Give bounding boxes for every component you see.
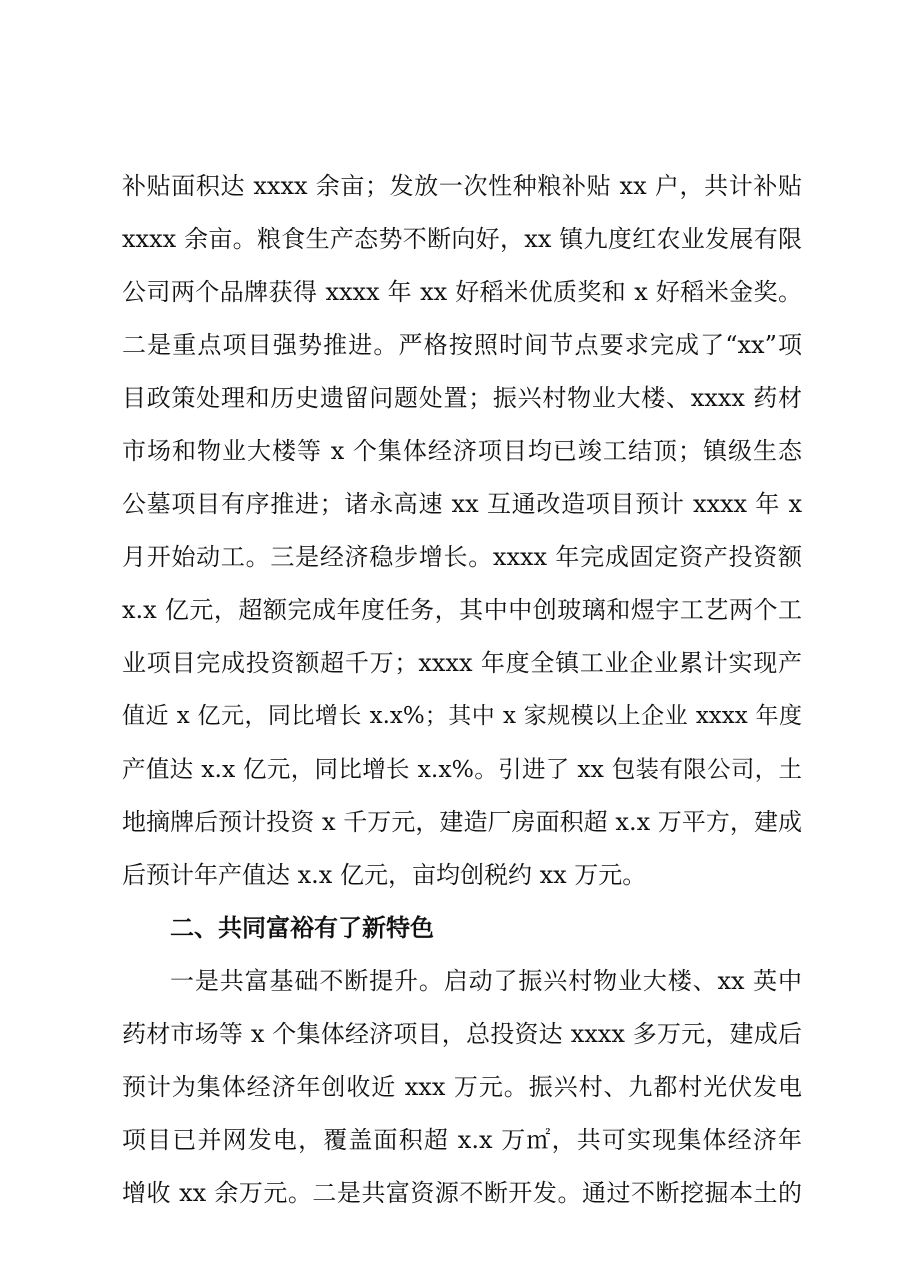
paragraph-line: x.x 亿元，超额完成年度任务，其中中创玻璃和煜宇工艺两个工: [122, 596, 802, 624]
paragraph-line: 一是共富基础不断提升。启动了振兴村物业大楼、xx 英中: [170, 967, 802, 995]
paragraph-line: 药材市场等 x 个集体经济项目，总投资达 xxxx 多万元，建成后: [122, 1020, 802, 1048]
paragraph-line: 月开始动工。三是经济稳步增长。xxxx 年完成固定资产投资额: [122, 543, 802, 571]
paragraph-line: 公墓项目有序推进；诸永高速 xx 互通改造项目预计 xxxx 年 x: [122, 490, 802, 518]
paragraph-line: 增收 xx 余万元。二是共富资源不断开发。通过不断挖掘本土的: [122, 1179, 802, 1207]
paragraph-line: 市场和物业大楼等 x 个集体经济项目均已竣工结顶；镇级生态: [122, 437, 802, 465]
paragraph-line: 目政策处理和历史遗留问题处置；振兴村物业大楼、xxxx 药材: [122, 384, 802, 412]
paragraph-line: 二是重点项目强势推进。严格按照时间节点要求完成了“xx”项: [122, 331, 802, 359]
paragraph-line: 项目已并网发电，覆盖面积超 x.x 万㎡，共可实现集体经济年: [122, 1126, 802, 1154]
paragraph-line: 后预计年产值达 x.x 亿元，亩均创税约 xx 万元。: [122, 861, 647, 889]
section-heading: 二、共同富裕有了新特色: [170, 914, 434, 942]
paragraph-line: 地摘牌后预计投资 x 千万元，建造厂房面积超 x.x 万平方，建成: [122, 808, 802, 836]
paragraph-line: 值近 x 亿元，同比增长 x.x%；其中 x 家规模以上企业 xxxx 年度: [122, 703, 802, 729]
paragraph-line: 产值达 x.x 亿元，同比增长 x.x%。引进了 xx 包装有限公司，土: [122, 755, 802, 783]
paragraph-line: xxxx 余亩。粮食生产态势不断向好，xx 镇九度红农业发展有限: [122, 225, 802, 253]
paragraph-line: 业项目完成投资额超千万；xxxx 年度全镇工业企业累计实现产: [122, 649, 802, 677]
paragraph-line: 预计为集体经济年创收近 xxx 万元。振兴村、九都村光伏发电: [122, 1073, 802, 1101]
paragraph-line: 补贴面积达 xxxx 余亩；发放一次性种粮补贴 xx 户，共计补贴: [122, 172, 802, 200]
paragraph-line: 公司两个品牌获得 xxxx 年 xx 好稻米优质奖和 x 好稻米金奖。: [122, 278, 802, 306]
